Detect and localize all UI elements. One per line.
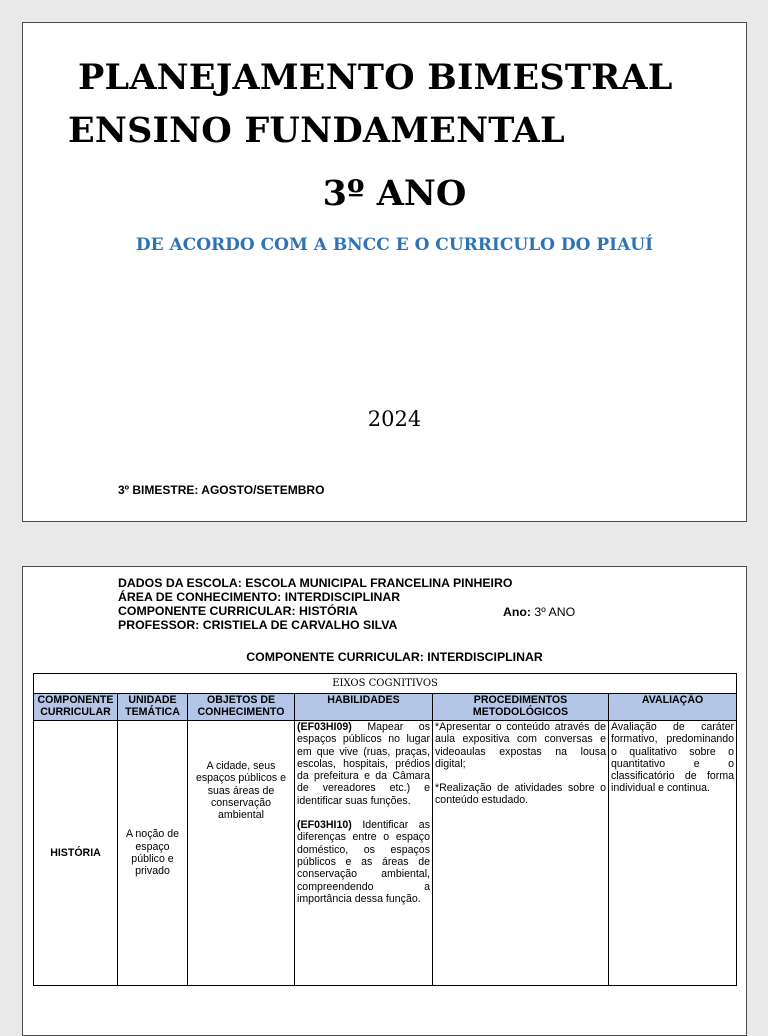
cell-objetos: A cidade, seus espaços públicos e suas áreas de conservação ambiental [188, 721, 295, 986]
cell-avaliacao: Avaliação de caráter formativo, predominando o qualitativo sobre o quantitativo e o classificatório de forma individual e continua. [609, 721, 737, 986]
grade-title: 3º ANO [322, 173, 467, 214]
teacher-name: PROFESSOR: CRISTIELA DE CARVALHO SILVA [118, 618, 398, 632]
curricular-component: COMPONENTE CURRICULAR: HISTÓRIA [118, 604, 358, 618]
header-objetos: OBJETOS DE CONHECIMENTO [188, 694, 295, 721]
planning-table [33, 673, 737, 986]
procedimento-2: *Realização de atividades sobre o conteúdo estudado. [435, 782, 606, 807]
title-line-1: PLANEJAMENTO BIMESTRAL [78, 57, 673, 98]
habilidade-2 [297, 819, 430, 905]
habilidade-1-text: Mapear os espaços públicos no lugar em que vive (ruas, praças, escolas, hospitais, prédios da prefeitura e da Câmara de vereadores etc.) e identificar suas funções. [297, 721, 430, 807]
procedimento-1: *Apresentar o conteúdo através de aula expositiva com conversas e videoaulas expostas na lousa digital; [435, 721, 606, 770]
habilidade-2-code: (EF03HI10) [297, 819, 352, 832]
header-componente: COMPONENTE CURRICULAR [34, 694, 118, 721]
school-name: DADOS DA ESCOLA: ESCOLA MUNICIPAL FRANCELINA PINHEIRO [118, 576, 513, 590]
cell-unidade: A noção de espaço público e privado [118, 721, 188, 986]
cell-procedimentos [433, 721, 609, 986]
grade-label: Ano: [503, 605, 531, 619]
cover-page [22, 22, 747, 522]
table-row [34, 721, 737, 986]
grade-field [503, 605, 575, 619]
title-line-2: ENSINO FUNDAMENTAL [68, 110, 565, 151]
bimestre-label: 3º BIMESTRE: AGOSTO/SETEMBRO [118, 483, 325, 497]
grade-value: 3º ANO [534, 605, 576, 619]
header-habilidades: HABILIDADES [295, 694, 433, 721]
header-avaliacao: AVALIAÇÃO [609, 694, 737, 721]
knowledge-area: ÁREA DE CONHECIMENTO: INTERDISCIPLINAR [118, 590, 401, 604]
header-unidade: UNIDADE TEMÁTICA [118, 694, 188, 721]
habilidade-1 [297, 721, 430, 807]
cell-habilidades [295, 721, 433, 986]
year: 2024 [367, 407, 422, 431]
eixos-header: EIXOS COGNITIVOS [34, 674, 737, 694]
cell-componente: HISTÓRIA [34, 721, 118, 986]
subtitle: DE ACORDO COM A BNCC E O CURRICULO DO PIAUÍ [135, 235, 654, 255]
habilidade-1-code: (EF03HI09) [297, 721, 352, 733]
section-title: COMPONENTE CURRICULAR: INTERDISCIPLINAR [246, 650, 543, 664]
plan-page [22, 566, 747, 1036]
habilidade-2-text: Identificar as diferenças entre o espaço doméstico, os espaços públicos e as áreas de conservação ambiental, compreendendo a importância dessa função. [297, 819, 430, 905]
school-info [118, 576, 512, 632]
header-procedimentos: PROCEDIMENTOS METODOLÓGICOS [433, 694, 609, 721]
